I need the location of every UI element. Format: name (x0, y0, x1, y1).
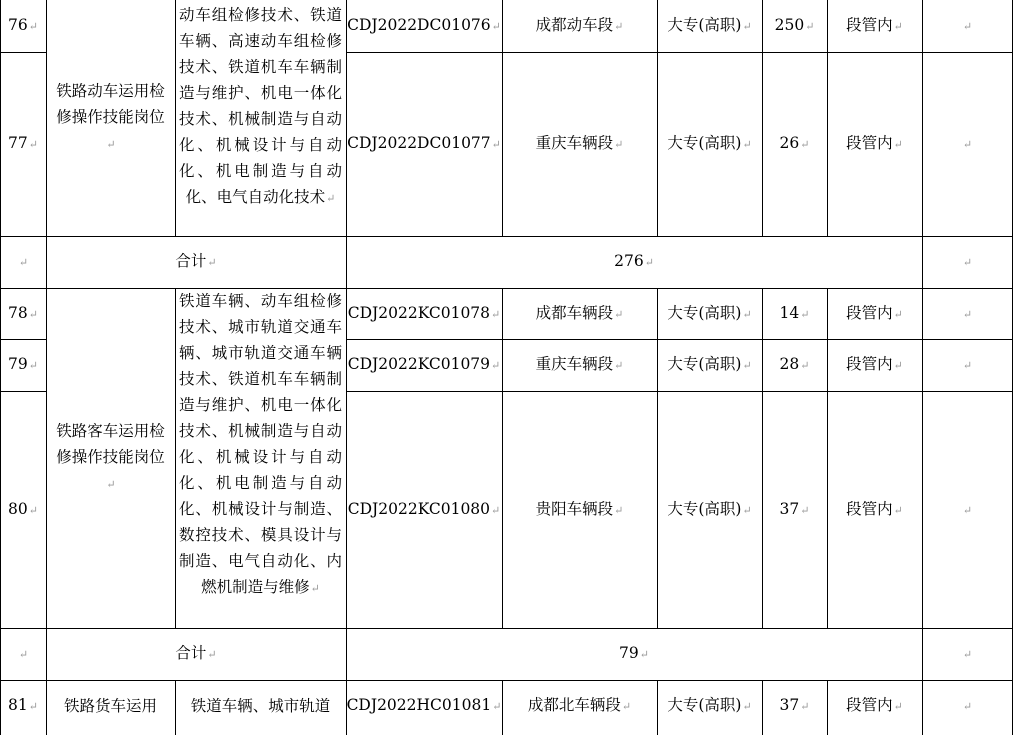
table-cell-unit (502, 339, 657, 391)
required-majors: 铁道车辆、动车组检修技术、城市轨道交通车辆、城市轨道交通车辆技术、铁道机车车辆制造与维护、机电一体化技术、机械制造与自动化、机械设计与自动化、机电制造与自动化、机械设计与制造、数控技术、模具设计与制造、电气自动化、内燃机制造与维修 ↵ (179, 292, 342, 596)
hiring-count: 37 ↵ (780, 496, 810, 524)
work-scope: 段管内 ↵ (846, 692, 903, 720)
table-cell-remark (922, 0, 1012, 52)
table-cell-count (762, 339, 827, 391)
table-cell-count (762, 288, 827, 339)
table-cell-count (762, 391, 827, 628)
education-level: 大专(高职) ↵ (667, 351, 751, 379)
row-number: 81 ↵ (8, 692, 38, 720)
hiring-count: 37 ↵ (780, 692, 810, 720)
table-cell-majors (175, 0, 346, 236)
remark (962, 12, 972, 40)
table-cell-count (762, 52, 827, 236)
subtotal-value: 79 ↵ (619, 640, 649, 668)
table-cell-no (0, 680, 46, 732)
remark (962, 351, 972, 379)
employer-unit: 成都车辆段 ↵ (536, 300, 624, 328)
employer-unit: 重庆车辆段 ↵ (536, 130, 624, 158)
table-cell-edu (657, 339, 762, 391)
table-cell-remark (922, 52, 1012, 236)
required-majors: 铁道车辆、城市轨道 (190, 697, 331, 715)
empty-cell (18, 248, 28, 276)
table-cell-remark (922, 391, 1012, 628)
job-code: CDJ2022KC01080 ↵ (348, 496, 501, 524)
table-cell-no (0, 339, 46, 391)
table-cell-code (346, 0, 502, 52)
row-number: 80 ↵ (8, 496, 38, 524)
row-number: 76 ↵ (8, 12, 38, 40)
work-scope: 段管内 ↵ (846, 496, 903, 524)
table-cell-unit (502, 680, 657, 732)
remark (962, 300, 972, 328)
remark (962, 692, 972, 720)
work-scope: 段管内 ↵ (846, 351, 903, 379)
table-cell-edu (657, 680, 762, 732)
table-border-right (1012, 0, 1013, 735)
table-cell-edu (657, 391, 762, 628)
position-name: 铁路货车运用 (63, 697, 157, 715)
table-cell-unit (502, 391, 657, 628)
education-level: 大专(高职) ↵ (667, 12, 751, 40)
subtotal-label: 合计 ↵ (175, 248, 216, 276)
empty-cell (18, 640, 28, 668)
table-cell-no (0, 628, 46, 680)
subtotal-value-cell (346, 236, 922, 288)
table-cell-scope (827, 680, 922, 732)
education-level: 大专(高职) ↵ (667, 300, 751, 328)
table-cell-scope (827, 52, 922, 236)
table-cell-unit (502, 52, 657, 236)
table-cell-unit (502, 288, 657, 339)
work-scope: 段管内 ↵ (846, 130, 903, 158)
job-code: CDJ2022KC01079 ↵ (348, 351, 501, 379)
table-cell-unit (502, 0, 657, 52)
table-cell-no (0, 0, 46, 52)
employer-unit: 贵阳车辆段 ↵ (536, 496, 624, 524)
table-cell-no (0, 52, 46, 236)
table-cell-remark (922, 680, 1012, 732)
table-cell-edu (657, 52, 762, 236)
hiring-count: 28 ↵ (780, 351, 810, 379)
employer-unit: 成都动车段 ↵ (536, 12, 624, 40)
position-name: 铁路动车运用检修操作技能岗位 ↵ (54, 78, 167, 158)
table-cell-position (46, 0, 175, 236)
table-cell-code (346, 52, 502, 236)
job-code: CDJ2022KC01078 ↵ (348, 300, 501, 328)
table-cell-remark (922, 288, 1012, 339)
required-majors: 动车组检修技术、铁道车辆、高速动车组检修技术、铁道机车车辆制造与维护、机电一体化技术、机械制造与自动化、机械设计与自动化、机电制造与自动化、电气自动化技术 ↵ (179, 6, 342, 206)
table-cell-code (346, 288, 502, 339)
table-cell-scope (827, 339, 922, 391)
row-number: 79 ↵ (8, 351, 38, 379)
empty-cell (962, 248, 972, 276)
subtotal-label-cell (46, 628, 346, 680)
table-cell-count (762, 0, 827, 52)
work-scope: 段管内 ↵ (846, 300, 903, 328)
subtotal-label: 合计 ↵ (175, 640, 216, 668)
work-scope: 段管内 ↵ (846, 12, 903, 40)
subtotal-value-cell (346, 628, 922, 680)
table-cell-scope (827, 288, 922, 339)
education-level: 大专(高职) ↵ (667, 496, 751, 524)
table-cell-position (46, 680, 175, 732)
table-cell-no (0, 391, 46, 628)
table-cell-no (0, 288, 46, 339)
table-cell-edu (657, 288, 762, 339)
education-level: 大专(高职) ↵ (667, 692, 751, 720)
table-cell-edu (657, 0, 762, 52)
table-cell-majors (175, 680, 346, 732)
table-cell-code (346, 391, 502, 628)
subtotal-label-cell (46, 236, 346, 288)
hiring-count: 26 ↵ (780, 130, 810, 158)
subtotal-value: 276 ↵ (614, 248, 654, 276)
education-level: 大专(高职) ↵ (667, 130, 751, 158)
job-code: CDJ2022HC01081 ↵ (347, 692, 502, 720)
remark (962, 496, 972, 524)
remark (962, 130, 972, 158)
table-cell-no (0, 236, 46, 288)
table-cell-scope (827, 0, 922, 52)
employer-unit: 重庆车辆段 ↵ (536, 351, 624, 379)
table-cell-remark (922, 628, 1012, 680)
job-code: CDJ2022DC01076 ↵ (347, 12, 501, 40)
hiring-count: 250 ↵ (775, 12, 815, 40)
empty-cell (962, 640, 972, 668)
hiring-count: 14 ↵ (780, 300, 810, 328)
position-name: 铁路客车运用检修操作技能岗位 ↵ (54, 418, 167, 498)
table-cell-count (762, 680, 827, 732)
job-code: CDJ2022DC01077 ↵ (347, 130, 501, 158)
table-cell-position (46, 288, 175, 628)
row-number: 77 ↵ (8, 130, 38, 158)
table-cell-majors (175, 288, 346, 628)
table-cell-code (346, 680, 502, 732)
table-cell-scope (827, 391, 922, 628)
table-cell-remark (922, 236, 1012, 288)
table-cell-code (346, 339, 502, 391)
table-cell-remark (922, 339, 1012, 391)
employer-unit: 成都北车辆段 ↵ (528, 692, 631, 720)
row-number: 78 ↵ (8, 300, 38, 328)
